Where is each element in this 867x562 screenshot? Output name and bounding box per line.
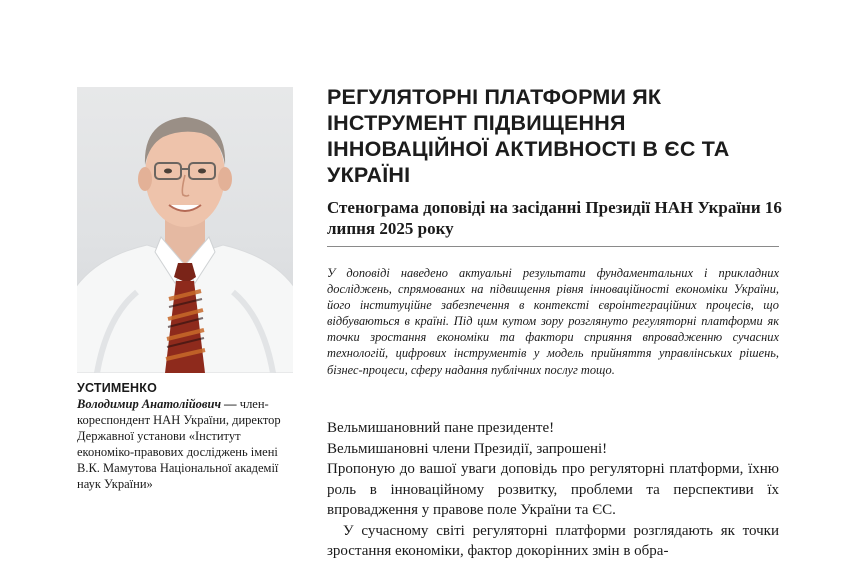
body-paragraph: Вельмишановні члени Президії, запрошені! (327, 440, 608, 457)
body-paragraph: У сучасному світі регуляторні платформи розглядають як точки зростання економіки, фактор докорінних змін в обра- (327, 522, 779, 559)
article-body (327, 418, 779, 562)
article-title: РЕГУЛЯТОРНІ ПЛАТФОРМИ ЯК ІНСТРУМЕНТ ПІДВИЩЕННЯ ІННОВАЦІЙНОЇ АКТИВНОСТІ В ЄС ТА УКРАЇНІ (327, 85, 730, 187)
author-surname: УСТИМЕНКО (77, 381, 158, 395)
body-paragraph: Пропоную до вашої уваги доповідь про регуляторні платформи, їхню роль в інноваційному розвитку, проблеми та перспективи їх впровадження у правове поле України та ЄС. (327, 461, 779, 518)
author-block (77, 380, 293, 492)
author-portrait-illustration (77, 87, 293, 373)
article-abstract: У доповіді наведено актуальні результати фундаментальних і прикладних досліджень, спрямованих на підвищення рівня інноваційності економіки України, його інституційне забезпечення в контексті євроінтеграційних процесів, що відбуваються в країні. Під цим кутом зору розглянуто регуляторні платформи як точки зростання економіки та фактори сприяння впровадженню сучасних технологій, цифрових інструментів у модель прийняття управлінських рішень, бізнес-процеси, сферу надання публічних послуг тощо. (327, 266, 779, 377)
title-divider (327, 246, 779, 247)
body-paragraph: Вельмишановний пане президенте! (327, 420, 555, 436)
author-bio (77, 396, 293, 492)
author-name: Володимир Анатолійович — (77, 397, 237, 411)
author-photo (77, 87, 293, 373)
author-position: член-кореспондент НАН України, директор Державної установи «Інститут економіко-правових досліджень імені В.К. Мамутова Національної академії наук України» (77, 397, 281, 491)
article-subtitle: Стенограма доповіді на засіданні Президії НАН України 16 липня 2025 року (327, 198, 782, 238)
